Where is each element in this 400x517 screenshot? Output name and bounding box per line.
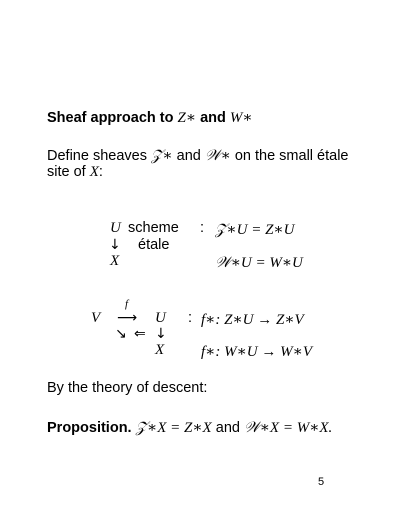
sheaf-w-script: 𝒲∗ — [204, 148, 231, 164]
diagonal-arrow-icon: ↘ — [115, 326, 127, 342]
sheaf-z-script: 𝒵∗ — [150, 148, 173, 164]
heading-text: Sheaf approach to — [47, 110, 174, 126]
intro-line-1: Define sheaves 𝒵∗ and 𝒲∗ on the small étale — [47, 148, 349, 164]
site-x: X — [89, 164, 99, 180]
right-arrow-icon: ⟶ — [117, 310, 138, 326]
diagram1-etale: étale — [138, 237, 170, 253]
proposition-eq2: 𝒲∗X = W∗X. — [244, 420, 333, 436]
heading-and: and — [200, 110, 226, 126]
diagram1-scheme: scheme — [128, 220, 179, 236]
left-double-arrow-icon: ⇐ — [134, 326, 146, 342]
heading-z-star: Z∗ — [177, 110, 197, 126]
diagram2-x: X — [155, 342, 165, 358]
page-number: 5 — [318, 476, 325, 488]
section-heading — [47, 108, 253, 127]
diagram1-colon: : — [200, 220, 205, 236]
diagram1-u: U — [110, 220, 121, 236]
proposition-eq1: 𝒵∗X = Z∗X — [135, 420, 212, 436]
diagram2-v: V — [91, 310, 101, 326]
diagram2-map2: f∗: W∗U → W∗V — [201, 344, 312, 360]
diagram2-map1: f∗: Z∗U → Z∗V — [201, 312, 304, 328]
diagram1-eq2: 𝒲∗U = W∗U — [215, 255, 303, 271]
descent-text: By the theory of descent: — [47, 380, 208, 396]
diagram1-eq1: 𝒵∗U = Z∗U — [215, 222, 295, 238]
diagram2-colon: : — [188, 310, 193, 326]
intro-line-2: site of X: — [47, 164, 103, 180]
down-arrow-icon-2: ↓ — [155, 326, 167, 342]
diagram1-x: X — [110, 253, 120, 269]
down-arrow-icon: ↓ — [109, 237, 121, 253]
diagram2-f-label: f — [125, 298, 129, 310]
heading-w-star: W∗ — [229, 110, 253, 126]
proposition-label: Proposition. — [47, 420, 132, 436]
proposition: Proposition. 𝒵∗X = Z∗X and 𝒲∗X = W∗X. — [47, 420, 333, 436]
diagram2-u: U — [155, 310, 166, 326]
